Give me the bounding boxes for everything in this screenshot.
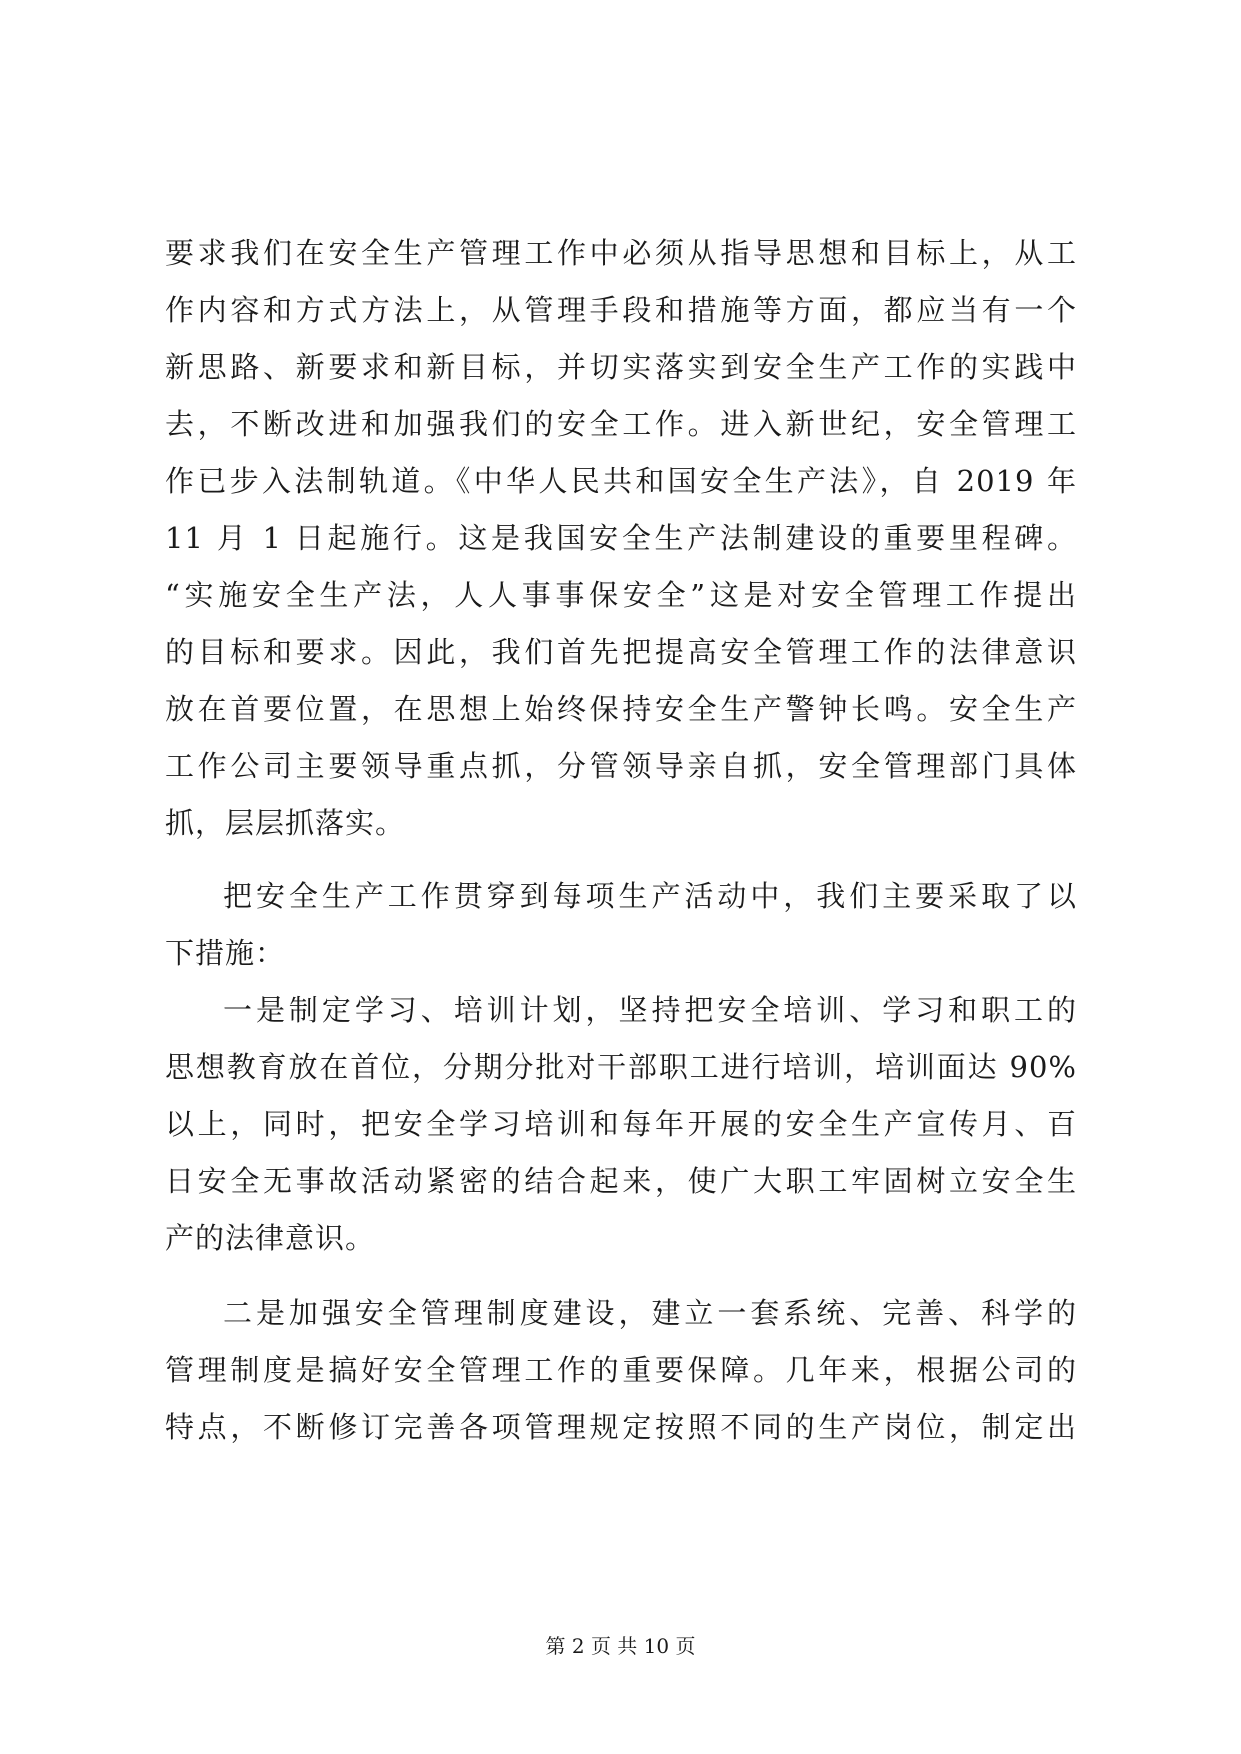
text-line: 产的法律意识。 xyxy=(165,1221,376,1255)
text-line: 的目标和要求。因此，我们首先把提高安全管理工作的法律意识 xyxy=(165,635,1077,669)
text-line: “实施安全生产法，人人事事保安全”这是对安全管理工作提出 xyxy=(165,578,1077,612)
text-line: 作内容和方式方法上，从管理手段和措施等方面，都应当有一个 xyxy=(165,293,1077,327)
paragraph-first-line: 一是制定学习、培训计划，坚持把安全培训、学习和职工的 xyxy=(223,993,1077,1027)
paragraph-first-line: 把安全生产工作贯穿到每项生产活动中，我们主要采取了以 xyxy=(223,879,1077,913)
text-line: 抓，层层抓落实。 xyxy=(165,806,406,840)
text-line: 工作公司主要领导重点抓，分管领导亲自抓，安全管理部门具体 xyxy=(165,749,1077,783)
page-number: 第 2 页 共 10 页 xyxy=(545,1634,696,1658)
text-line: 新思路、新要求和新目标，并切实落实到安全生产工作的实践中 xyxy=(165,350,1077,384)
text-line: 放在首要位置，在思想上始终保持安全生产警钟长鸣。安全生产 xyxy=(165,692,1077,726)
paragraph-first-line: 二是加强安全管理制度建设，建立一套系统、完善、科学的 xyxy=(223,1296,1077,1330)
text-line: 日安全无事故活动紧密的结合起来，使广大职工牢固树立安全生 xyxy=(165,1164,1077,1198)
text-line: 要求我们在安全生产管理工作中必须从指导思想和目标上，从工 xyxy=(165,236,1077,270)
text-line: 以上，同时，把安全学习培训和每年开展的安全生产宣传月、百 xyxy=(165,1107,1077,1141)
text-line: 11 月 1 日起施行。这是我国安全生产法制建设的重要里程碑。 xyxy=(165,521,1077,555)
text-line: 特点，不断修订完善各项管理规定按照不同的生产岗位，制定出 xyxy=(165,1410,1077,1444)
text-line: 管理制度是搞好安全管理工作的重要保障。几年来，根据公司的 xyxy=(165,1353,1077,1387)
text-line: 去，不断改进和加强我们的安全工作。进入新世纪，安全管理工 xyxy=(165,407,1077,441)
text-line: 作已步入法制轨道。《中华人民共和国安全生产法》，自 2019 年 xyxy=(165,464,1077,498)
text-line: 下措施： xyxy=(165,936,286,970)
text-line: 思想教育放在首位，分期分批对干部职工进行培训，培训面达 90% xyxy=(165,1050,1077,1084)
